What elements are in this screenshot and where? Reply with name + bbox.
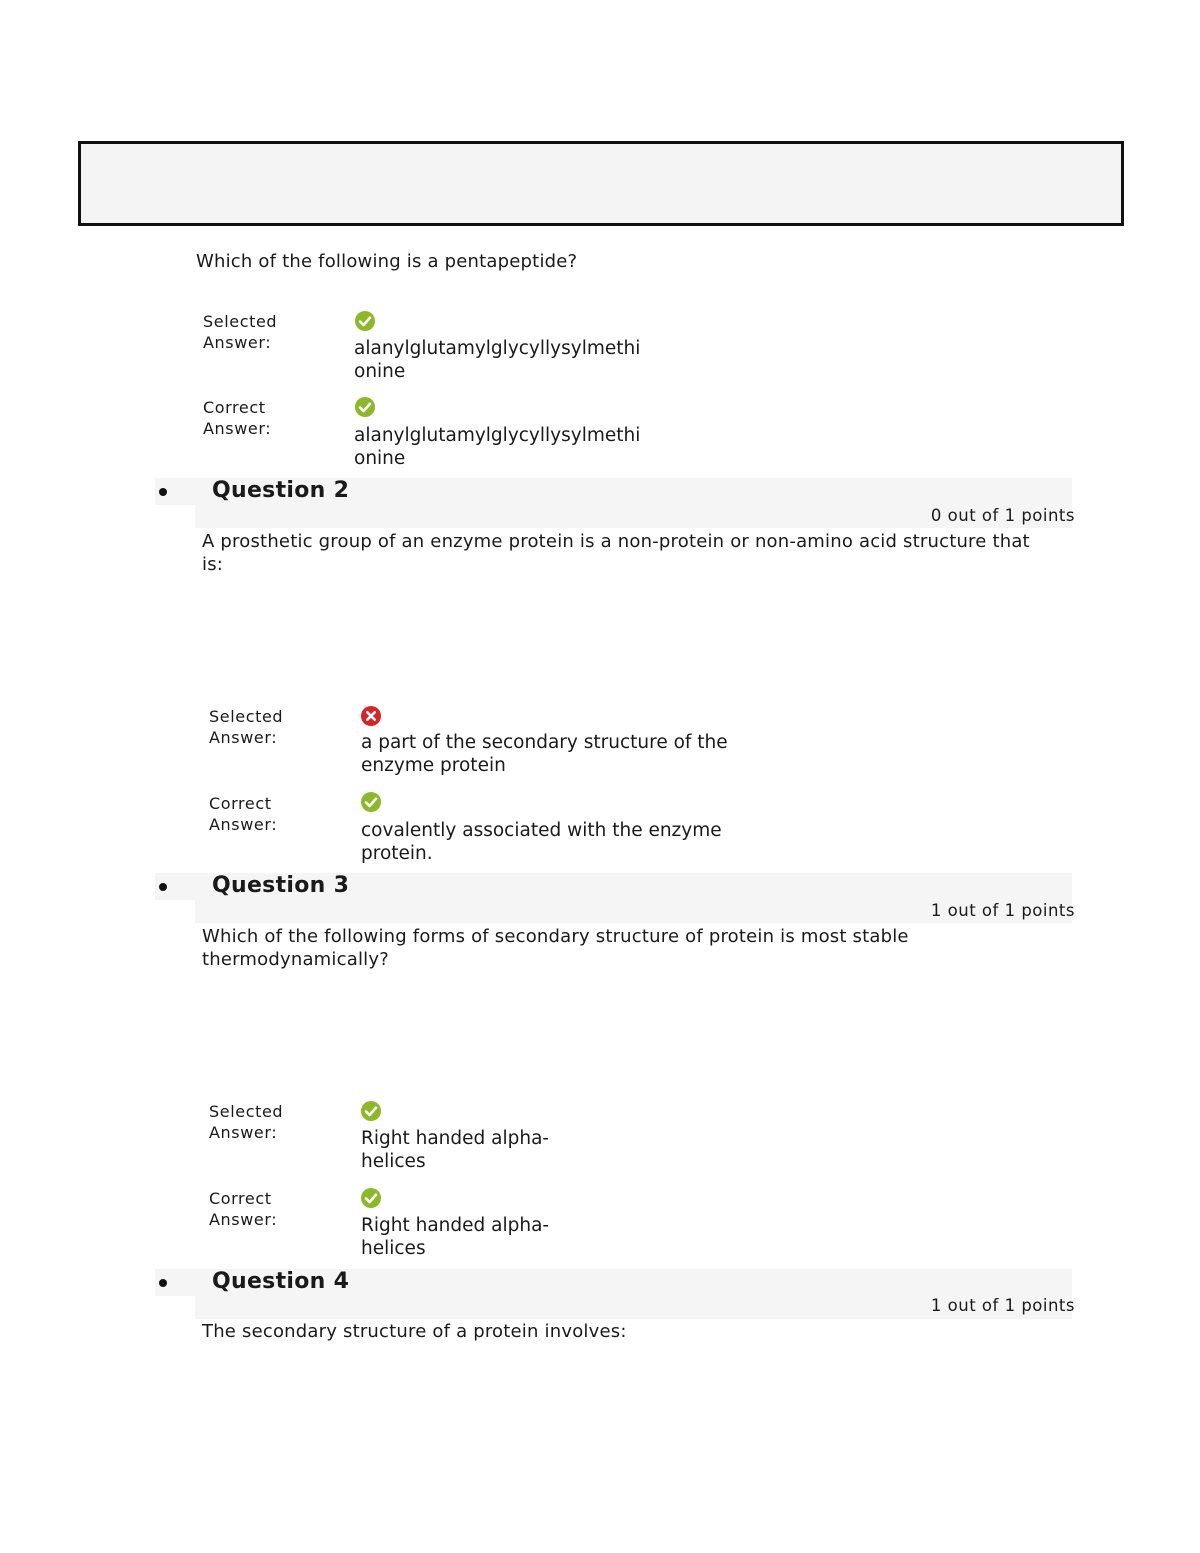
question-1-text: Which of the following is a pentapeptide? <box>196 251 578 272</box>
question-3-points: 1 out of 1 points <box>930 901 1075 920</box>
question-3-title: Question 3 <box>212 873 350 898</box>
bullet <box>159 488 167 496</box>
bullet <box>159 883 167 891</box>
selected-answer-label: Selected Answer: <box>203 312 278 352</box>
correct-answer-text: alanylglutamylglycyllysylmethi onine <box>354 425 641 469</box>
bullet <box>159 1279 167 1287</box>
question-4-text: The secondary structure of a protein involves: <box>202 1321 627 1342</box>
question-2-title: Question 2 <box>212 478 350 503</box>
correct-answer-label: Correct Answer: <box>203 398 272 438</box>
check-circle-icon <box>361 792 381 812</box>
x-circle-icon <box>361 706 381 726</box>
selected-answer-label: Selected Answer: <box>209 1102 284 1142</box>
check-circle-icon <box>355 311 375 331</box>
correct-answer-text: covalently associated with the enzyme protein. <box>361 820 722 864</box>
question-4-points: 1 out of 1 points <box>930 1296 1075 1315</box>
question-2-points: 0 out of 1 points <box>930 506 1075 525</box>
selected-answer-label: Selected Answer: <box>209 707 284 747</box>
correct-answer-text: Right handed alpha- helices <box>361 1215 550 1259</box>
selected-answer-text: a part of the secondary structure of the enzyme protein <box>361 732 728 776</box>
check-circle-icon <box>361 1188 381 1208</box>
selected-answer-text: alanylglutamylglycyllysylmethi onine <box>354 338 641 382</box>
question-4-title: Question 4 <box>212 1269 350 1294</box>
question-3-text: Which of the following forms of secondary structure of protein is most stable thermodynamically? <box>202 926 909 970</box>
check-circle-icon <box>361 1101 381 1121</box>
check-circle-icon <box>355 397 375 417</box>
correct-answer-label: Correct Answer: <box>209 1189 278 1229</box>
correct-answer-label: Correct Answer: <box>209 794 278 834</box>
selected-answer-text: Right handed alpha- helices <box>361 1128 550 1172</box>
header-box <box>78 141 1124 226</box>
question-2-text: A prosthetic group of an enzyme protein is a non-protein or non-amino acid structure that is: <box>202 531 1030 575</box>
